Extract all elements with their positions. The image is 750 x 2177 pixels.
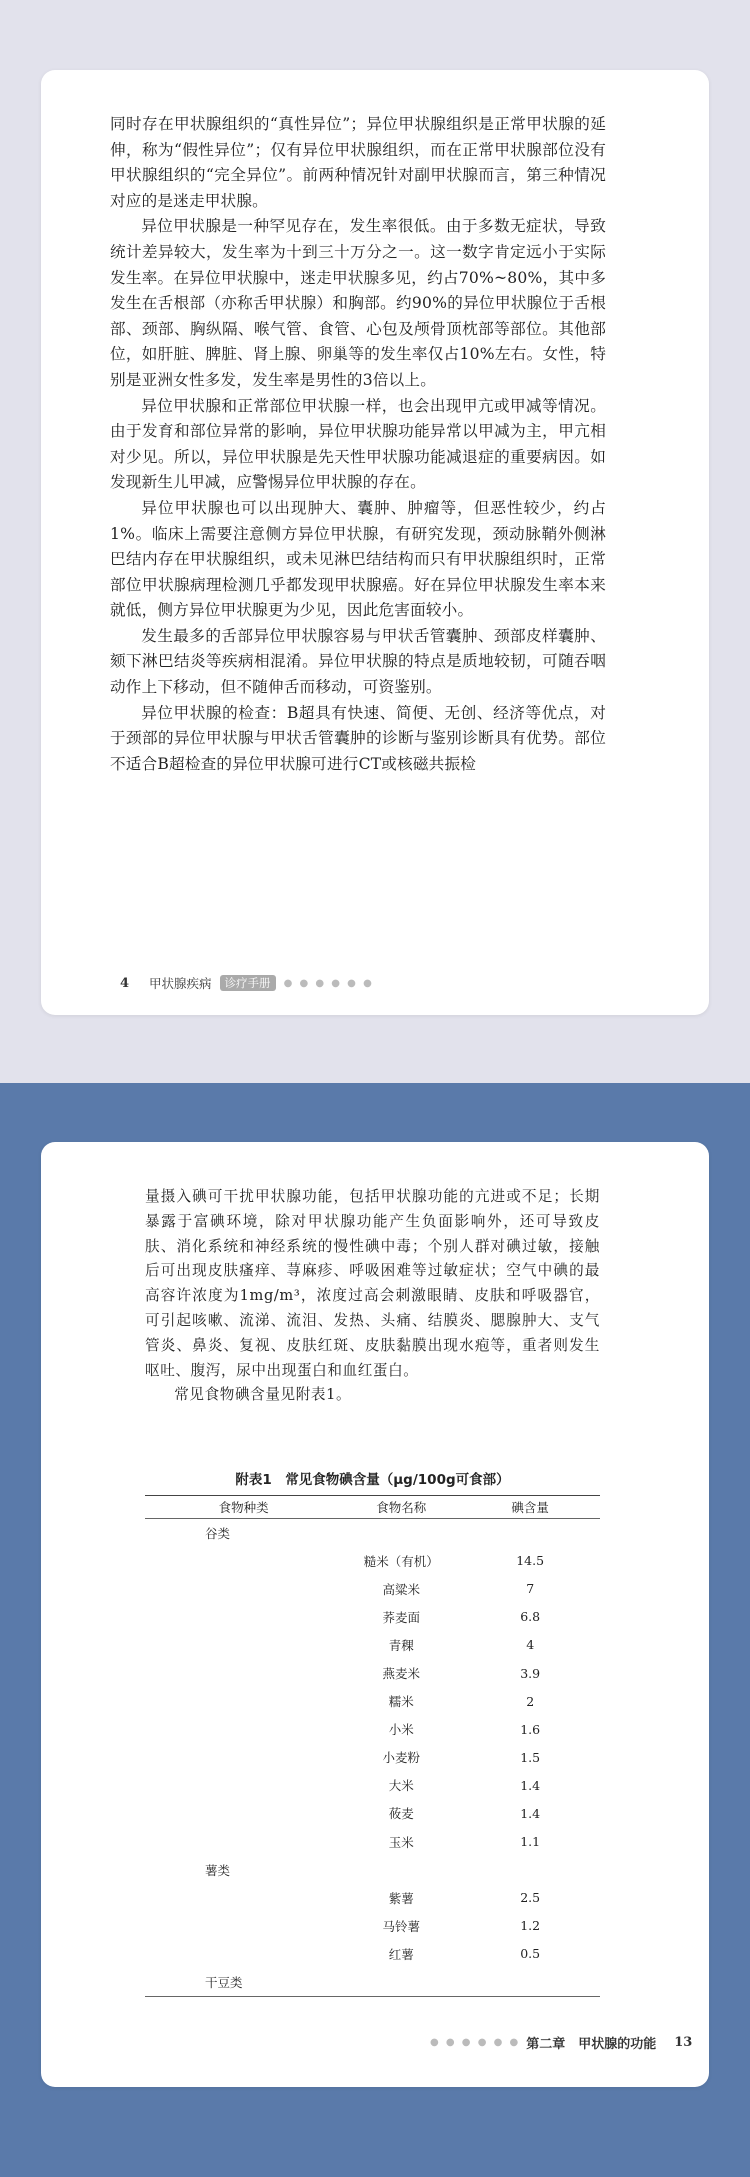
paragraph: 异位甲状腺和正常部位甲状腺一样，也会出现甲亢或甲减等情况。由于发育和部位异常的影响，异位甲状腺功能异常以甲减为主，甲亢相对少见。所以，异位甲状腺是先天性甲状腺功能减退症的重要病因。如发现新生儿甲减，应警惕异位甲状腺的存在。 <box>110 396 606 492</box>
food-name-cell: 小米 <box>388 1722 414 1738</box>
food-name-cell: 燕麦米 <box>382 1666 421 1682</box>
paragraph: 量摄入碘可干扰甲状腺功能，包括甲状腺功能的亢进或不足；长期暴露于富碘环境，除对甲状腺功能产生负面影响外，还可导致皮肤、消化系统和神经系统的慢性碘中毒；个别人群对碘过敏，接触后可出现皮肤瘙痒、荨麻疹、呼吸困难等过敏症状；空气中碘的最高容许浓度为1mg/m³，浓度过高会刺激眼睛、皮肤和呼吸器官，可引起咳嗽、流涕、流泪、发热、头痛、结膜炎、腮腺肿大、支气管炎、鼻炎、复视、皮肤红斑、皮肤黏膜出现水疱等，重者则发生呕吐、腹泻，尿中出现蛋白和血红蛋白。 <box>145 1188 600 1379</box>
table-row <box>145 1715 600 1743</box>
table-row <box>145 1659 600 1687</box>
food-name-cell: 荞麦面 <box>382 1609 421 1625</box>
food-name-cell: 大米 <box>388 1778 414 1794</box>
table-row <box>145 1884 600 1912</box>
column-header: 碘含量 <box>511 1500 549 1515</box>
table-row <box>145 1575 600 1603</box>
food-name-cell: 红薯 <box>388 1946 414 1962</box>
column-header: 食物名称 <box>376 1500 427 1515</box>
food-category-cell <box>145 1547 342 1575</box>
food-category-cell <box>145 1659 342 1687</box>
decorative-dots: ● ● ● ● ● ● <box>283 977 374 989</box>
table-row <box>145 1687 600 1715</box>
food-name-cell: 高粱米 <box>382 1581 421 1597</box>
food-name-cell: 马铃薯 <box>382 1918 421 1934</box>
iodine-value-cell: 2.5 <box>520 1890 541 1906</box>
food-name-cell <box>342 1519 460 1547</box>
food-category-cell <box>145 1575 342 1603</box>
food-name-cell: 糯米 <box>388 1694 414 1710</box>
page-number: 13 <box>674 2035 693 2050</box>
paragraph: 异位甲状腺也可以出现肿大、囊肿、肿瘤等，但恶性较少，约占1%。临床上需要注意侧方异位甲状腺，有研究发现，颈动脉鞘外侧淋巴结内存在甲状腺组织，或未见淋巴结结构而只有甲状腺组织时，正常部位甲状腺病理检测几乎都发现甲状腺癌。好在异位甲状腺发生率本来就低，侧方异位甲状腺更为少见，因此危害面较小。 <box>110 498 606 620</box>
table-row <box>145 1771 600 1799</box>
iodine-value-cell <box>460 1519 600 1547</box>
food-category-cell <box>145 1828 342 1856</box>
food-name-cell: 莜麦 <box>388 1806 414 1822</box>
book-subtitle-badge: 诊疗手册 <box>220 975 276 991</box>
food-category-cell <box>145 1603 342 1631</box>
table-row <box>145 1856 600 1884</box>
food-category-cell <box>145 1912 342 1940</box>
food-name-cell <box>342 1968 460 1996</box>
table-title: 附表1 常见食物碘含量（μg/100g可食部） <box>235 1472 510 1488</box>
table-row <box>145 1603 600 1631</box>
food-name-cell: 糙米（有机） <box>363 1553 439 1569</box>
table-row <box>145 1547 600 1575</box>
iodine-value-cell: 6.8 <box>520 1609 541 1625</box>
food-category-cell <box>145 1940 342 1968</box>
food-category-cell <box>145 1631 342 1659</box>
table-header-row <box>145 1496 600 1519</box>
table-row <box>145 1968 600 1996</box>
table-row <box>145 1828 600 1856</box>
food-name-cell: 玉米 <box>388 1834 414 1850</box>
paragraph: 异位甲状腺的检查：B超具有快速、简便、无创、经济等优点，对于颈部的异位甲状腺与甲状舌管囊肿的诊断与鉴别诊断具有优势。部位不适合B超检查的异位甲状腺可进行CT或核磁共振检 <box>110 703 606 773</box>
page-4-body <box>110 112 606 777</box>
table-row <box>145 1743 600 1771</box>
iodine-value-cell: 1.2 <box>520 1918 541 1934</box>
table-row <box>145 1912 600 1940</box>
food-category-cell <box>145 1715 342 1743</box>
iodine-value-cell: 0.5 <box>520 1946 541 1962</box>
table-row <box>145 1519 600 1547</box>
page-13-footer <box>430 2033 692 2052</box>
table-row <box>145 1631 600 1659</box>
food-category-cell: 谷类 <box>205 1525 231 1541</box>
food-name-cell: 紫薯 <box>388 1890 414 1906</box>
food-category-cell <box>145 1687 342 1715</box>
paragraph: 同时存在甲状腺组织的“真性异位”；异位甲状腺组织是正常甲状腺的延伸，称为“假性异位”；仅有异位甲状腺组织，而在正常甲状腺部位没有甲状腺组织的“完全异位”。前两种情况针对副甲状腺而言，第三种情况对应的是迷走甲状腺。 <box>110 115 606 210</box>
paragraph: 常见食物碘含量见附表1。 <box>174 1386 352 1404</box>
iodine-value-cell: 2 <box>526 1693 535 1709</box>
iodine-value-cell: 1.1 <box>520 1834 541 1850</box>
food-category-cell <box>145 1743 342 1771</box>
food-category-cell <box>145 1771 342 1799</box>
chapter-title: 第二章 甲状腺的功能 <box>526 2037 657 2052</box>
food-category-cell <box>145 1884 342 1912</box>
paragraph: 异位甲状腺是一种罕见存在，发生率很低。由于多数无症状，导致统计差异较大，发生率为十到三十万分之一。这一数字肯定远小于实际发生率。在异位甲状腺中，迷走甲状腺多见，约占70%~80%，其中多发生在舌根部（亦称舌甲状腺）和胸部。约90%的异位甲状腺位于舌根部、颈部、胸纵隔、喉气管、食管、心包及颅骨顶枕部等部位。其他部位，如肝脏、脾脏、肾上腺、卵巢等的发生率仅占10%左右。女性，特别是亚洲女性多发，发生率是男性的3倍以上。 <box>110 217 606 389</box>
food-name-cell: 青稞 <box>388 1637 414 1653</box>
table-row <box>145 1940 600 1968</box>
page-number: 4 <box>120 975 130 991</box>
food-category-cell <box>145 1799 342 1827</box>
table-row <box>145 1799 600 1827</box>
iodine-table <box>145 1495 600 1997</box>
iodine-value-cell: 7 <box>526 1581 535 1597</box>
paragraph: 发生最多的舌部异位甲状腺容易与甲状舌管囊肿、颈部皮样囊肿、颏下淋巴结炎等疾病相混淆。异位甲状腺的特点是质地较韧，可随吞咽动作上下移动，但不随伸舌而移动，可资鉴别。 <box>110 626 606 697</box>
food-name-cell: 小麦粉 <box>382 1750 421 1766</box>
iodine-value-cell: 1.6 <box>520 1721 541 1737</box>
iodine-value-cell <box>460 1968 600 1996</box>
food-category-cell: 薯类 <box>205 1862 231 1878</box>
iodine-value-cell: 4 <box>526 1637 535 1653</box>
page-13-body <box>145 1185 600 1408</box>
iodine-value-cell: 1.5 <box>520 1749 541 1765</box>
iodine-value-cell <box>460 1856 600 1884</box>
iodine-value-cell: 1.4 <box>520 1777 541 1793</box>
column-header: 食物种类 <box>218 1500 269 1515</box>
food-name-cell <box>342 1856 460 1884</box>
decorative-dots: ● ● ● ● ● ● <box>430 2037 521 2048</box>
page-4-footer <box>120 973 374 993</box>
iodine-value-cell: 3.9 <box>520 1665 541 1681</box>
iodine-value-cell: 14.5 <box>516 1553 545 1569</box>
iodine-value-cell: 1.4 <box>520 1805 541 1821</box>
food-category-cell: 干豆类 <box>205 1974 243 1990</box>
book-title: 甲状腺疾病 <box>149 976 212 991</box>
